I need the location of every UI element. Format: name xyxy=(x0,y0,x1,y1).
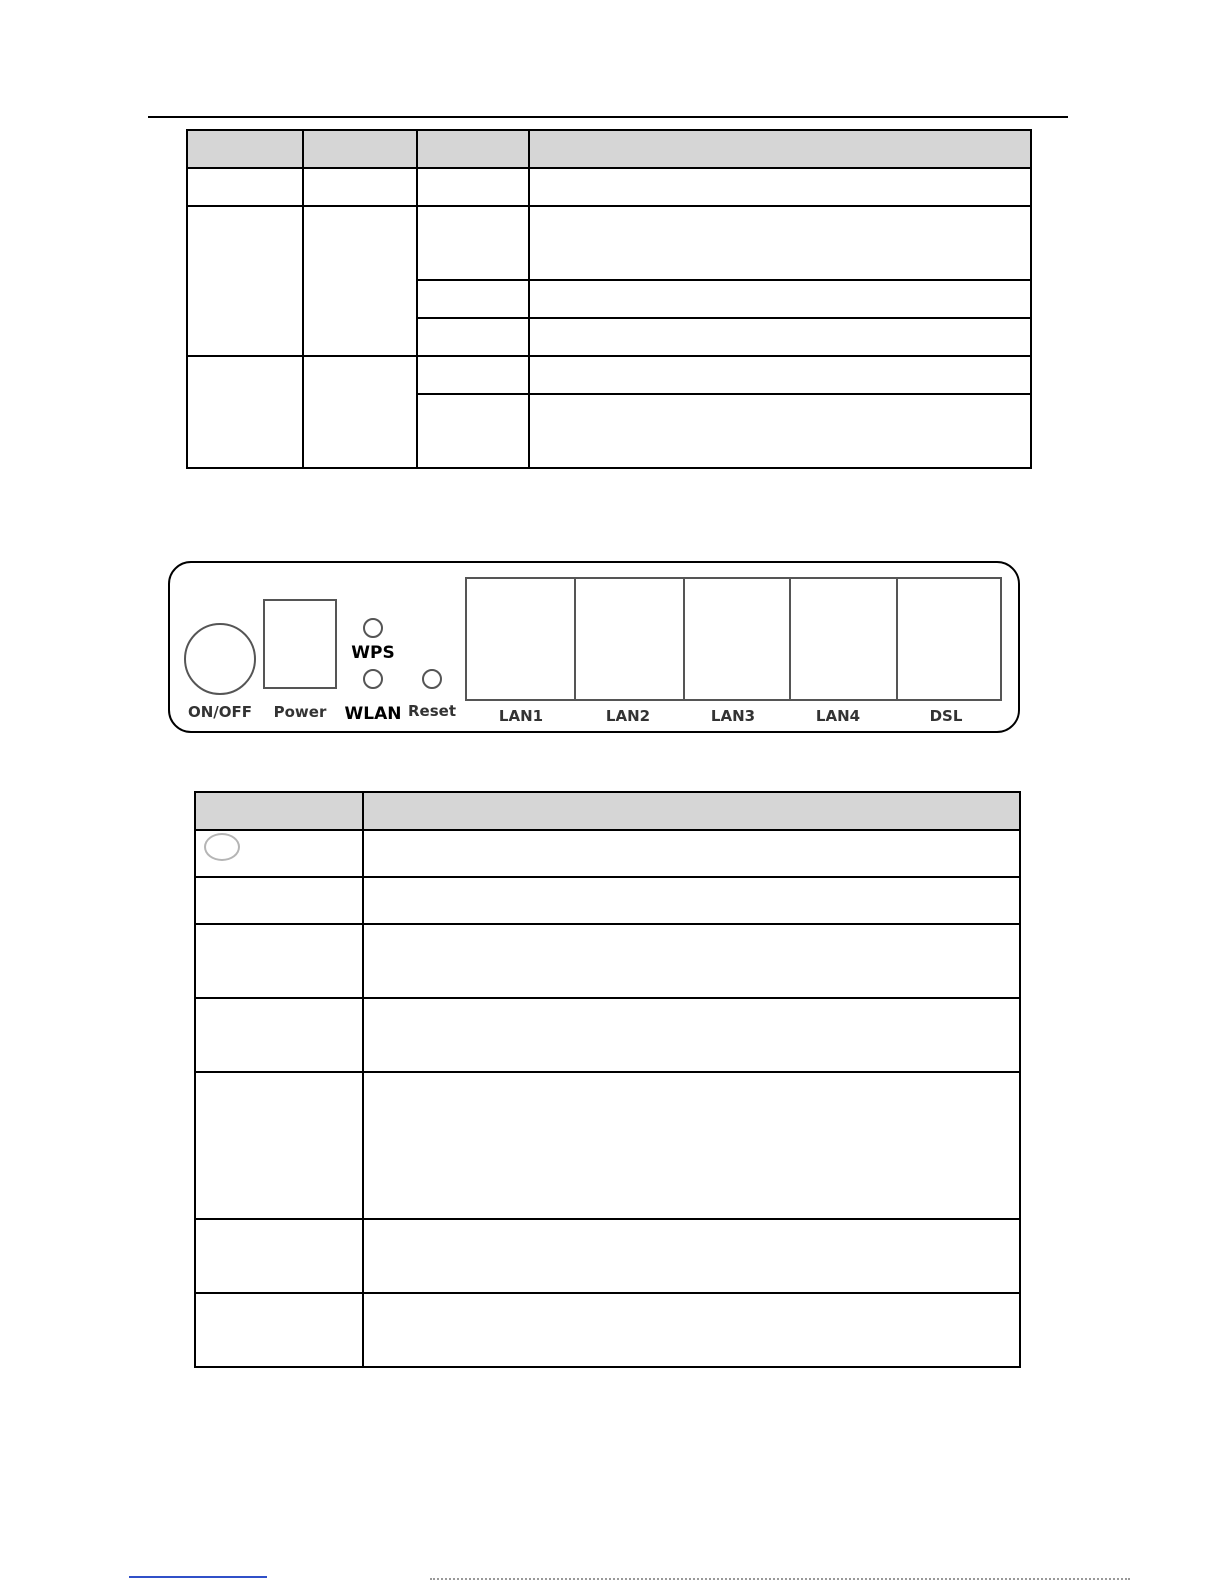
table-cell xyxy=(529,280,1031,318)
table-cell xyxy=(363,1219,1020,1293)
wlan-label: WLAN xyxy=(344,704,402,724)
table-cell xyxy=(187,168,303,206)
interface-table xyxy=(194,791,1021,1368)
table-row xyxy=(187,356,1031,394)
lan2-label: LAN2 xyxy=(605,707,651,725)
table-cell xyxy=(417,280,529,318)
table-cell xyxy=(417,394,529,468)
table-row xyxy=(195,1219,1020,1293)
wlan-button-icon xyxy=(364,670,382,688)
reset-label: Reset xyxy=(408,702,456,720)
table-cell xyxy=(529,206,1031,280)
power-label: Power xyxy=(273,703,327,721)
table-cell xyxy=(529,356,1031,394)
table-cell xyxy=(363,1072,1020,1219)
footer-link-underline xyxy=(129,1576,267,1578)
header-cell xyxy=(187,130,303,168)
table-cell xyxy=(187,356,303,468)
table-cell xyxy=(195,877,363,924)
button-outline-icon xyxy=(204,833,240,861)
on-off-switch-icon xyxy=(185,624,255,694)
table-cell xyxy=(529,394,1031,468)
table-cell xyxy=(303,206,417,356)
table-cell xyxy=(417,318,529,356)
header-cell xyxy=(529,130,1031,168)
table-row xyxy=(187,168,1031,206)
table-cell xyxy=(195,1219,363,1293)
table-cell xyxy=(195,998,363,1072)
table-cell xyxy=(187,206,303,356)
table-row xyxy=(195,1293,1020,1367)
table-cell xyxy=(363,877,1020,924)
table-row xyxy=(195,998,1020,1072)
lan4-label: LAN4 xyxy=(815,707,861,725)
table-header-row xyxy=(187,130,1031,168)
wps-label: WPS xyxy=(351,643,395,663)
table-header-row xyxy=(195,792,1020,830)
table-cell xyxy=(195,830,363,877)
table-cell xyxy=(529,168,1031,206)
dsl-label: DSL xyxy=(929,707,963,725)
led-indicator-table xyxy=(186,129,1032,469)
table-cell xyxy=(195,1072,363,1219)
table-cell xyxy=(195,924,363,998)
table-cell xyxy=(195,1293,363,1367)
table-row xyxy=(195,877,1020,924)
lan3-label: LAN3 xyxy=(710,707,756,725)
header-rule xyxy=(148,116,1068,118)
table-cell xyxy=(363,998,1020,1072)
on-off-label: ON/OFF xyxy=(187,703,253,721)
table-cell xyxy=(417,168,529,206)
table-cell xyxy=(303,356,417,468)
table-cell xyxy=(529,318,1031,356)
header-cell xyxy=(195,792,363,830)
table-row xyxy=(187,206,1031,280)
table-row xyxy=(195,1072,1020,1219)
header-cell xyxy=(417,130,529,168)
table-cell xyxy=(417,206,529,280)
wps-button-icon xyxy=(364,619,382,637)
table-cell xyxy=(363,924,1020,998)
table-row xyxy=(195,830,1020,877)
table-cell xyxy=(363,830,1020,877)
lan1-label: LAN1 xyxy=(498,707,544,725)
header-cell xyxy=(303,130,417,168)
header-cell xyxy=(363,792,1020,830)
table-cell xyxy=(417,356,529,394)
footer-dotted-rule xyxy=(430,1578,1130,1580)
table-row xyxy=(195,924,1020,998)
rear-panel-diagram xyxy=(168,561,1020,733)
reset-button-icon xyxy=(423,670,441,688)
table-cell xyxy=(303,168,417,206)
port-block xyxy=(466,578,1001,700)
table-cell xyxy=(363,1293,1020,1367)
power-jack-icon xyxy=(264,600,336,688)
